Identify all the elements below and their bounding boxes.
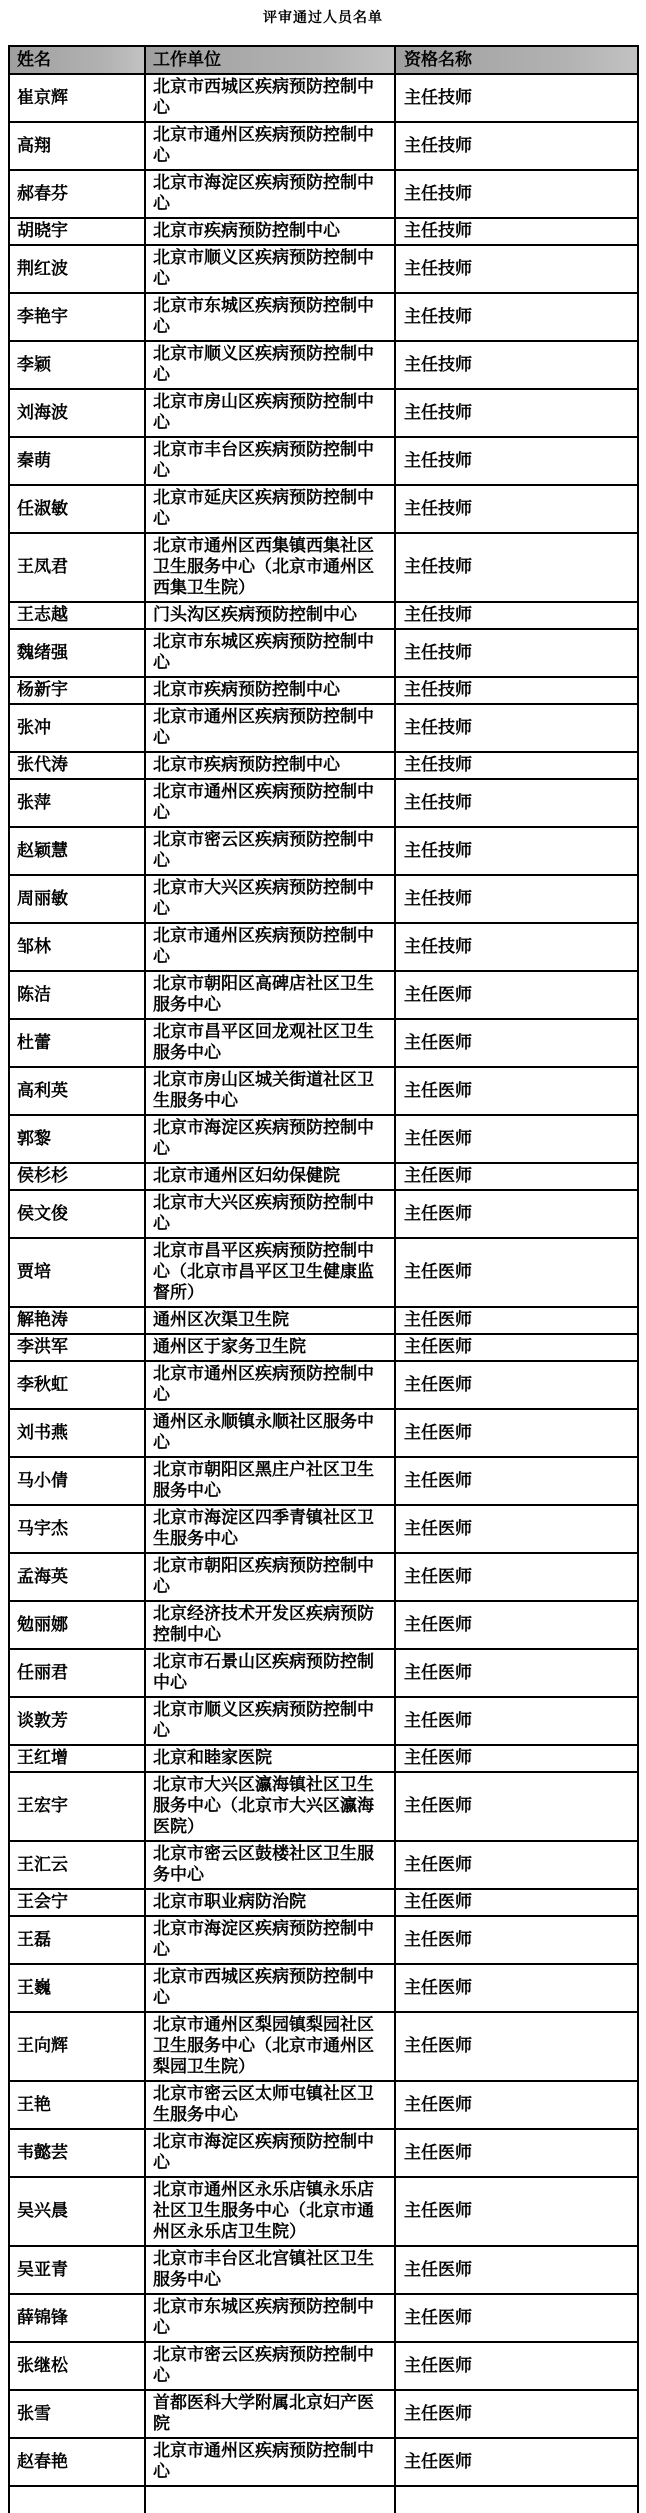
- table-row: [9, 2129, 638, 2177]
- table-row: [9, 1697, 638, 1745]
- work-unit-cell: 北京市海淀区疾病预防控制中心: [145, 170, 395, 218]
- table-row: [9, 2081, 638, 2129]
- work-unit-cell: 北京市西城区疾病预防控制中心: [145, 74, 395, 122]
- work-unit-cell: 北京市丰台区北宫镇社区卫生服务中心: [145, 2246, 395, 2294]
- table-row: [9, 1190, 638, 1238]
- work-unit-cell: 北京市昌平区回龙观社区卫生服务中心: [145, 1019, 395, 1067]
- qualification-cell: 主任技师: [395, 485, 638, 533]
- name-cell: 张萍: [9, 779, 145, 827]
- table-row: [9, 218, 638, 245]
- qualification-cell: 主任医师: [395, 2081, 638, 2129]
- table-row-partial: [9, 2486, 638, 2513]
- work-unit-cell: 北京市通州区妇幼保健院: [145, 1163, 395, 1190]
- table-row: [9, 1964, 638, 2012]
- qualification-cell: 主任医师: [395, 1697, 638, 1745]
- header-qualification: 资格名称: [395, 46, 638, 74]
- qualification-cell: 主任医师: [395, 1190, 638, 1238]
- name-cell: 韦懿芸: [9, 2129, 145, 2177]
- work-unit-cell: 北京市职业病防治院: [145, 1889, 395, 1916]
- table-row: [9, 1841, 638, 1889]
- work-unit-cell: 北京市朝阳区高碑店社区卫生服务中心: [145, 971, 395, 1019]
- qualification-cell: 主任技师: [395, 74, 638, 122]
- qualification-cell: 主任医师: [395, 2012, 638, 2081]
- table-row: [9, 1889, 638, 1916]
- table-row: [9, 704, 638, 752]
- qualification-cell: 主任技师: [395, 875, 638, 923]
- name-cell: 李秋虹: [9, 1361, 145, 1409]
- name-cell: 王会宁: [9, 1889, 145, 1916]
- work-unit-cell: 北京市西城区疾病预防控制中心: [145, 1964, 395, 2012]
- table-row: [9, 1457, 638, 1505]
- table-row: [9, 2342, 638, 2390]
- table-row: [9, 2390, 638, 2438]
- qualification-cell: 主任医师: [395, 1115, 638, 1163]
- work-unit-cell: 北京市东城区疾病预防控制中心: [145, 629, 395, 677]
- table-row: [9, 779, 638, 827]
- name-cell: 王磊: [9, 1916, 145, 1964]
- header-work-unit: 工作单位: [145, 46, 395, 74]
- name-cell: 张代涛: [9, 752, 145, 779]
- table-row: [9, 74, 638, 122]
- table-row: [9, 1505, 638, 1553]
- work-unit-cell: 门头沟区疾病预防控制中心: [145, 602, 395, 629]
- table-row: [9, 602, 638, 629]
- work-unit-cell: 北京市大兴区疾病预防控制中心: [145, 1190, 395, 1238]
- name-cell: 李颖: [9, 341, 145, 389]
- table-row: [9, 629, 638, 677]
- qualification-cell: 主任医师: [395, 1019, 638, 1067]
- name-cell: 李洪军: [9, 1334, 145, 1361]
- table-row: [9, 2246, 638, 2294]
- qualification-cell: 主任医师: [395, 2129, 638, 2177]
- name-cell: 谈敦芳: [9, 1697, 145, 1745]
- name-cell: 马宇杰: [9, 1505, 145, 1553]
- work-unit-cell: [145, 2486, 395, 2513]
- qualification-cell: 主任技师: [395, 704, 638, 752]
- qualification-cell: 主任技师: [395, 677, 638, 704]
- work-unit-cell: 通州区于家务卫生院: [145, 1334, 395, 1361]
- table-row: [9, 293, 638, 341]
- work-unit-cell: 北京市密云区疾病预防控制中心: [145, 2342, 395, 2390]
- work-unit-cell: 北京市海淀区疾病预防控制中心: [145, 2129, 395, 2177]
- name-cell: 王宏宇: [9, 1772, 145, 1841]
- qualification-cell: 主任技师: [395, 389, 638, 437]
- work-unit-cell: 北京市昌平区疾病预防控制中心（北京市昌平区卫生健康监督所）: [145, 1238, 395, 1307]
- work-unit-cell: 北京市通州区疾病预防控制中心: [145, 122, 395, 170]
- work-unit-cell: 北京市通州区疾病预防控制中心: [145, 2438, 395, 2486]
- table-row: [9, 245, 638, 293]
- table-row: [9, 533, 638, 602]
- table-row: [9, 1115, 638, 1163]
- name-cell: 侯文俊: [9, 1190, 145, 1238]
- table-row: [9, 1772, 638, 1841]
- page-title: 评审通过人员名单: [263, 10, 383, 26]
- table-row: [9, 1745, 638, 1772]
- qualification-cell: 主任医师: [395, 2390, 638, 2438]
- name-cell: 赵春艳: [9, 2438, 145, 2486]
- name-cell: 孟海英: [9, 1553, 145, 1601]
- qualification-cell: 主任医师: [395, 2294, 638, 2342]
- qualification-cell: 主任医师: [395, 2177, 638, 2246]
- name-cell: 李艳宇: [9, 293, 145, 341]
- table-row: [9, 827, 638, 875]
- name-cell: 王向辉: [9, 2012, 145, 2081]
- name-cell: 胡晓宇: [9, 218, 145, 245]
- work-unit-cell: 北京和睦家医院: [145, 1745, 395, 1772]
- table-row: [9, 2294, 638, 2342]
- qualification-cell: 主任技师: [395, 218, 638, 245]
- name-cell: 薛锦锋: [9, 2294, 145, 2342]
- name-cell: 陈洁: [9, 971, 145, 1019]
- work-unit-cell: 北京市通州区梨园镇梨园社区卫生服务中心（北京市通州区梨园卫生院）: [145, 2012, 395, 2081]
- name-cell: 郝春芬: [9, 170, 145, 218]
- work-unit-cell: 北京市通州区疾病预防控制中心: [145, 704, 395, 752]
- name-cell: 魏绪强: [9, 629, 145, 677]
- qualification-cell: 主任医师: [395, 1649, 638, 1697]
- qualification-cell: 主任医师: [395, 2246, 638, 2294]
- name-cell: 勉丽娜: [9, 1601, 145, 1649]
- table-row: [9, 1163, 638, 1190]
- table-row: [9, 170, 638, 218]
- work-unit-cell: 首都医科大学附属北京妇产医院: [145, 2390, 395, 2438]
- name-cell: 王凤君: [9, 533, 145, 602]
- name-cell: 吴兴晨: [9, 2177, 145, 2246]
- qualification-cell: 主任技师: [395, 779, 638, 827]
- work-unit-cell: 北京市疾病预防控制中心: [145, 677, 395, 704]
- qualification-cell: 主任医师: [395, 1067, 638, 1115]
- work-unit-cell: 北京市海淀区四季青镇社区卫生服务中心: [145, 1505, 395, 1553]
- work-unit-cell: 北京市通州区疾病预防控制中心: [145, 923, 395, 971]
- table-row: [9, 1067, 638, 1115]
- work-unit-cell: 北京市大兴区疾病预防控制中心: [145, 875, 395, 923]
- name-cell: 刘海波: [9, 389, 145, 437]
- table-row: [9, 923, 638, 971]
- qualification-cell: 主任技师: [395, 122, 638, 170]
- work-unit-cell: 北京市朝阳区黑庄户社区卫生服务中心: [145, 1457, 395, 1505]
- table-row: [9, 341, 638, 389]
- qualification-cell: 主任医师: [395, 1457, 638, 1505]
- work-unit-cell: 北京市石景山区疾病预防控制中心: [145, 1649, 395, 1697]
- work-unit-cell: 通州区永顺镇永顺社区服务中心: [145, 1409, 395, 1457]
- name-cell: 马小倩: [9, 1457, 145, 1505]
- work-unit-cell: 北京市顺义区疾病预防控制中心: [145, 1697, 395, 1745]
- name-cell: 王红增: [9, 1745, 145, 1772]
- work-unit-cell: 北京市疾病预防控制中心: [145, 218, 395, 245]
- work-unit-cell: 北京市通州区永乐店镇永乐店社区卫生服务中心（北京市通州区永乐店卫生院）: [145, 2177, 395, 2246]
- work-unit-cell: 北京市丰台区疾病预防控制中心: [145, 437, 395, 485]
- work-unit-cell: 北京市海淀区疾病预防控制中心: [145, 1115, 395, 1163]
- name-cell: 任丽君: [9, 1649, 145, 1697]
- table-row: [9, 437, 638, 485]
- name-cell: 王汇云: [9, 1841, 145, 1889]
- table-row: [9, 2012, 638, 2081]
- qualification-cell: 主任医师: [395, 2438, 638, 2486]
- work-unit-cell: 北京市房山区疾病预防控制中心: [145, 389, 395, 437]
- work-unit-cell: 北京市海淀区疾病预防控制中心: [145, 1916, 395, 1964]
- table-row: [9, 677, 638, 704]
- approved-personnel-table: [8, 45, 639, 2513]
- name-cell: 张冲: [9, 704, 145, 752]
- qualification-cell: 主任医师: [395, 1361, 638, 1409]
- work-unit-cell: 北京市密云区疾病预防控制中心: [145, 827, 395, 875]
- name-cell: 高利英: [9, 1067, 145, 1115]
- name-cell: 周丽敏: [9, 875, 145, 923]
- name-cell: 邹林: [9, 923, 145, 971]
- qualification-cell: 主任医师: [395, 1889, 638, 1916]
- qualification-cell: 主任医师: [395, 1505, 638, 1553]
- table-row: [9, 875, 638, 923]
- table-row: [9, 1601, 638, 1649]
- qualification-cell: 主任医师: [395, 1772, 638, 1841]
- name-cell: 崔京辉: [9, 74, 145, 122]
- name-cell: 王艳: [9, 2081, 145, 2129]
- qualification-cell: 主任医师: [395, 1163, 638, 1190]
- qualification-cell: 主任医师: [395, 1745, 638, 1772]
- table-row: [9, 1361, 638, 1409]
- table-row: [9, 122, 638, 170]
- name-cell: 高翔: [9, 122, 145, 170]
- table-row: [9, 485, 638, 533]
- name-cell: 吴亚青: [9, 2246, 145, 2294]
- qualification-cell: 主任技师: [395, 602, 638, 629]
- work-unit-cell: 北京市大兴区瀛海镇社区卫生服务中心（北京市大兴区瀛海医院）: [145, 1772, 395, 1841]
- table-row: [9, 752, 638, 779]
- qualification-cell: 主任医师: [395, 1916, 638, 1964]
- table-row: [9, 1409, 638, 1457]
- name-cell: 荆红波: [9, 245, 145, 293]
- table-row: [9, 389, 638, 437]
- table-header-row: [9, 46, 638, 74]
- qualification-cell: 主任技师: [395, 245, 638, 293]
- qualification-cell: 主任医师: [395, 1409, 638, 1457]
- qualification-cell: 主任技师: [395, 827, 638, 875]
- name-cell: 侯杉杉: [9, 1163, 145, 1190]
- qualification-cell: 主任技师: [395, 923, 638, 971]
- work-unit-cell: 北京市密云区鼓楼社区卫生服务中心: [145, 1841, 395, 1889]
- header-name: 姓名: [9, 46, 145, 74]
- table-row: [9, 1307, 638, 1334]
- qualification-cell: 主任技师: [395, 170, 638, 218]
- table-body: [9, 74, 638, 2513]
- work-unit-cell: 北京市延庆区疾病预防控制中心: [145, 485, 395, 533]
- work-unit-cell: 北京市房山区城关街道社区卫生服务中心: [145, 1067, 395, 1115]
- qualification-cell: 主任医师: [395, 1964, 638, 2012]
- qualification-cell: 主任医师: [395, 1238, 638, 1307]
- name-cell: 解艳涛: [9, 1307, 145, 1334]
- qualification-cell: 主任医师: [395, 1841, 638, 1889]
- work-unit-cell: 北京市东城区疾病预防控制中心: [145, 2294, 395, 2342]
- qualification-cell: 主任技师: [395, 341, 638, 389]
- name-cell: 赵颖慧: [9, 827, 145, 875]
- name-cell: 秦萌: [9, 437, 145, 485]
- work-unit-cell: 北京市顺义区疾病预防控制中心: [145, 341, 395, 389]
- work-unit-cell: 北京市通州区疾病预防控制中心: [145, 1361, 395, 1409]
- work-unit-cell: 北京市朝阳区疾病预防控制中心: [145, 1553, 395, 1601]
- qualification-cell: [395, 2486, 638, 2513]
- qualification-cell: 主任技师: [395, 629, 638, 677]
- qualification-cell: 主任医师: [395, 1334, 638, 1361]
- table-row: [9, 2438, 638, 2486]
- qualification-cell: 主任医师: [395, 1553, 638, 1601]
- name-cell: 任淑敏: [9, 485, 145, 533]
- work-unit-cell: 北京市东城区疾病预防控制中心: [145, 293, 395, 341]
- qualification-cell: 主任医师: [395, 1307, 638, 1334]
- work-unit-cell: 通州区次渠卫生院: [145, 1307, 395, 1334]
- name-cell: [9, 2486, 145, 2513]
- table-row: [9, 1553, 638, 1601]
- name-cell: 杜蕾: [9, 1019, 145, 1067]
- qualification-cell: 主任医师: [395, 1601, 638, 1649]
- name-cell: 刘书燕: [9, 1409, 145, 1457]
- name-cell: 王巍: [9, 1964, 145, 2012]
- qualification-cell: 主任医师: [395, 2342, 638, 2390]
- name-cell: 杨新宇: [9, 677, 145, 704]
- table-row: [9, 1019, 638, 1067]
- work-unit-cell: 北京市顺义区疾病预防控制中心: [145, 245, 395, 293]
- name-cell: 张雪: [9, 2390, 145, 2438]
- work-unit-cell: 北京市疾病预防控制中心: [145, 752, 395, 779]
- name-cell: 张继松: [9, 2342, 145, 2390]
- table-row: [9, 1238, 638, 1307]
- qualification-cell: 主任医师: [395, 971, 638, 1019]
- work-unit-cell: 北京经济技术开发区疾病预防控制中心: [145, 1601, 395, 1649]
- name-cell: 王志越: [9, 602, 145, 629]
- table-row: [9, 1916, 638, 1964]
- qualification-cell: 主任技师: [395, 293, 638, 341]
- table-row: [9, 1649, 638, 1697]
- qualification-cell: 主任技师: [395, 533, 638, 602]
- qualification-cell: 主任技师: [395, 437, 638, 485]
- work-unit-cell: 北京市通州区疾病预防控制中心: [145, 779, 395, 827]
- work-unit-cell: 北京市密云区太师屯镇社区卫生服务中心: [145, 2081, 395, 2129]
- work-unit-cell: 北京市通州区西集镇西集社区卫生服务中心（北京市通州区西集卫生院）: [145, 533, 395, 602]
- name-cell: 贾培: [9, 1238, 145, 1307]
- qualification-cell: 主任技师: [395, 752, 638, 779]
- name-cell: 郭黎: [9, 1115, 145, 1163]
- table-row: [9, 2177, 638, 2246]
- table-row: [9, 1334, 638, 1361]
- table-row: [9, 971, 638, 1019]
